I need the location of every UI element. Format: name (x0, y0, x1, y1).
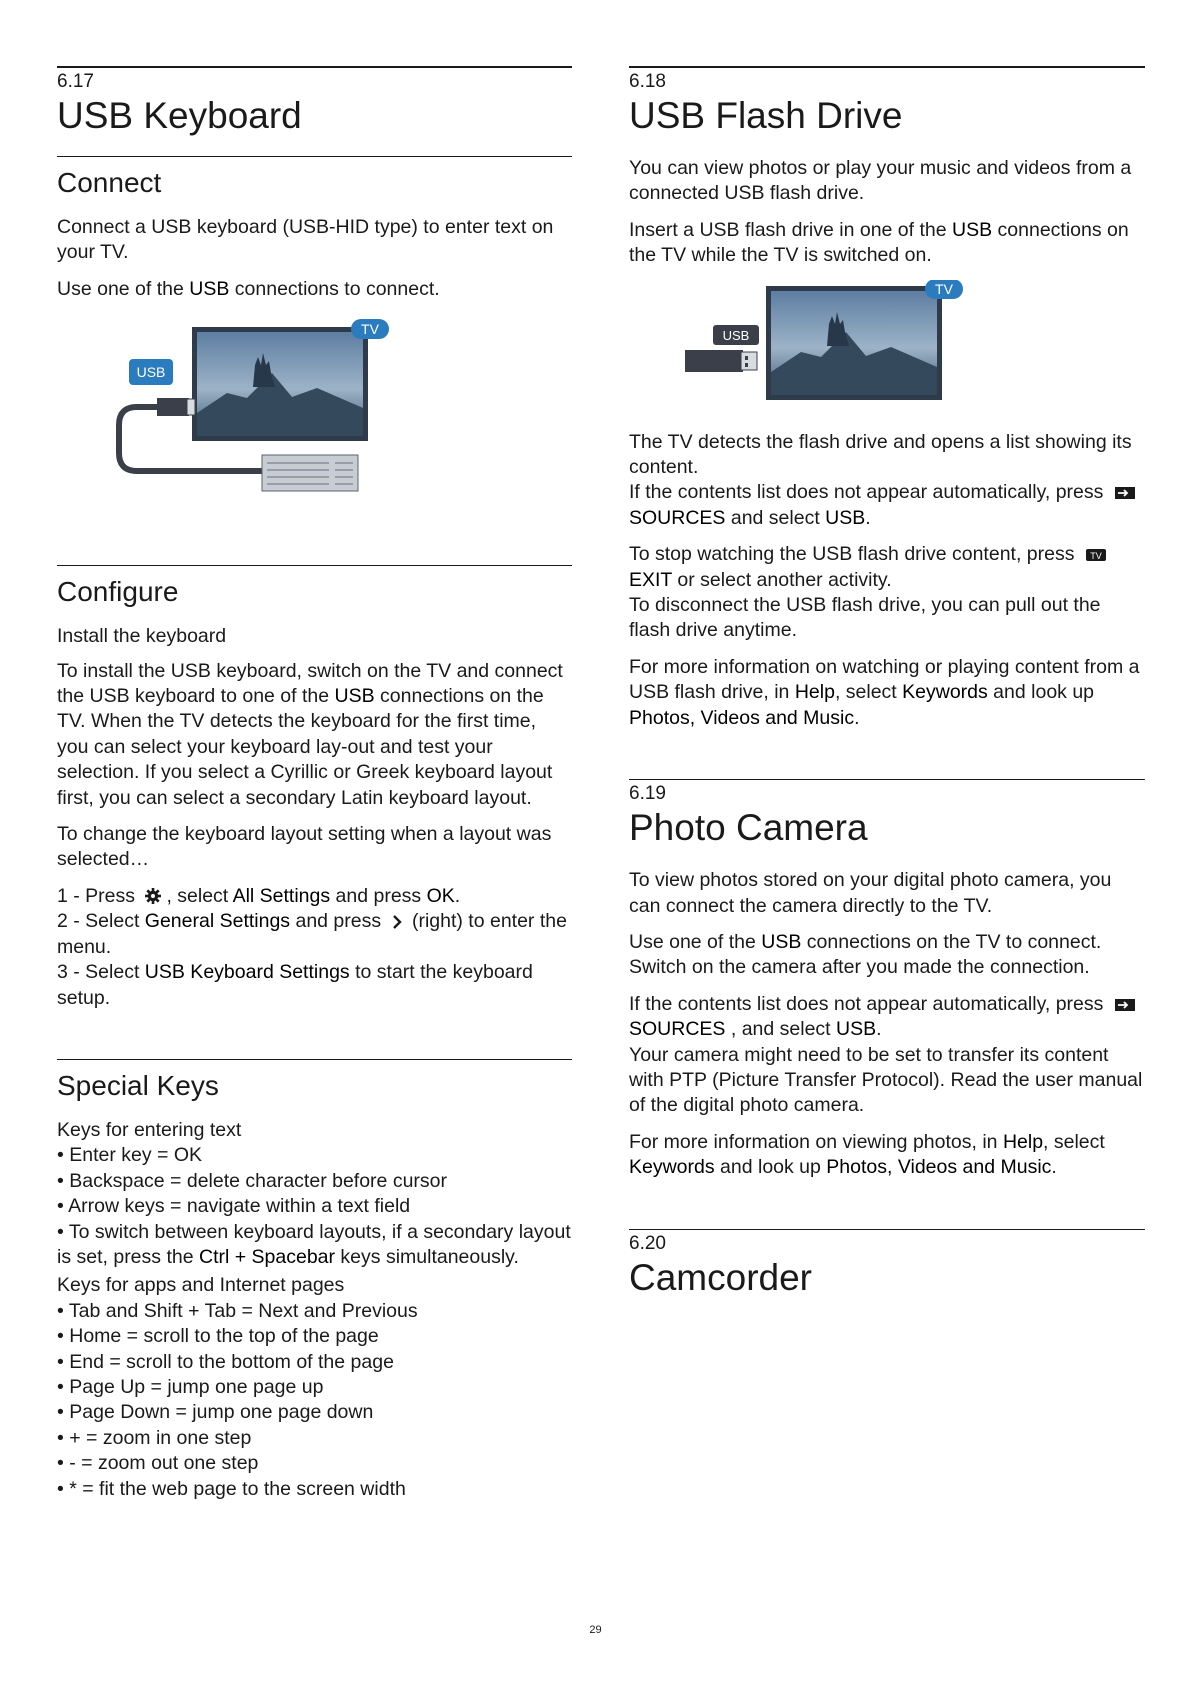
list-item: • Home = scroll to the top of the page (57, 1325, 379, 1348)
usb-keyboard-illustration (57, 313, 572, 553)
right-column (629, 66, 1145, 1300)
sources-icon (1113, 485, 1137, 501)
flash-paragraph-1: You can view photos or play your music and videos from a connected USB flash drive. (629, 157, 1132, 205)
keyword: Photos, Videos and Music (629, 706, 855, 729)
connector-pin (745, 356, 748, 360)
keyword: Photos, Videos and Music (826, 1156, 1052, 1179)
keyword: SOURCES (629, 1018, 726, 1041)
configure-paragraph-2: To change the keyboard layout setting when a layout was selected… (57, 823, 552, 871)
text: to start the keyboard setup. (57, 961, 533, 1009)
text: If the contents list does not appear automatically, press (629, 481, 1109, 504)
configure-steps (57, 884, 572, 1011)
keyboard-connection-diagram (57, 313, 572, 553)
text: , select (166, 884, 233, 907)
keyword: OK (426, 884, 455, 907)
text: and select (725, 506, 826, 529)
keyword: Help (794, 681, 835, 704)
chapter-rule (629, 779, 1145, 780)
usb-flash-illustration (629, 280, 1145, 430)
configure-paragraph-1 (57, 659, 572, 811)
text: For more information on viewing photos, in (629, 1130, 1003, 1153)
text: . (1051, 1156, 1057, 1179)
text: Use one of the (57, 277, 190, 300)
list-item: • Enter key = OK (57, 1144, 203, 1167)
text: • To switch between keyboard layouts, if a secondary layout is set, press the (57, 1220, 571, 1268)
keyword: USB Keyboard Settings (144, 961, 350, 984)
text: To disconnect the USB flash drive, you can pull out the flash drive anytime. (629, 594, 1101, 642)
connect-paragraph-1: Connect a USB keyboard (USB-HID type) to enter text on your TV. (57, 216, 554, 264)
list-item: • - = zoom out one step (57, 1452, 259, 1475)
list-item: • Page Up = jump one page up (57, 1375, 324, 1398)
list-item: • Tab and Shift + Tab = Next and Previous (57, 1299, 418, 1322)
usb-plug-tip (187, 399, 195, 415)
keyword: All Settings (232, 884, 331, 907)
subsection-title: Install the keyboard (57, 625, 227, 648)
keyword: EXIT (629, 568, 672, 591)
text: Your camera might need to be set to transfer its content with PTP (Picture Transfer Protocol). Read the user manual of the digital photo camera. (629, 1043, 1143, 1117)
chapter-number: 6.20 (629, 1232, 666, 1254)
list-item: • Backspace = delete character before cursor (57, 1169, 447, 1192)
keyword: USB (825, 506, 866, 529)
page-number: 29 (589, 1624, 602, 1636)
keyword: USB (952, 218, 993, 241)
text: . (854, 706, 860, 729)
flash-drive-body (685, 350, 743, 372)
text: , and select (725, 1018, 837, 1041)
section-rule (57, 1059, 572, 1060)
text: connections to connect. (229, 277, 440, 300)
chapter-title: USB Keyboard (57, 95, 302, 136)
text: . (454, 884, 461, 907)
camera-paragraph-3 (629, 992, 1145, 1119)
section-rule (57, 565, 572, 566)
flash-drive-connector (741, 352, 757, 370)
text: 1 - Press (57, 884, 141, 907)
text: and look up (987, 681, 1095, 704)
gear-icon (144, 887, 162, 905)
text: and look up (714, 1156, 827, 1179)
chapter-title: Photo Camera (629, 807, 868, 849)
keyword: Keywords (902, 681, 988, 704)
text: connections on the TV while the TV is switched on. (629, 218, 1129, 267)
section-title-configure: Configure (57, 576, 179, 608)
text: connections on the TV. When the TV detects the keyboard for the first time, you can select your keyboard lay-out and test your selection. If you select a Cyrillic or Greek keyboard layout first, you can select a secondary Latin keyboard layout. (57, 685, 553, 809)
chapter-rule (629, 66, 1145, 68)
list-item (57, 1220, 572, 1271)
usb-plug (157, 398, 189, 416)
tv-badge-label: TV (361, 321, 379, 338)
connect-paragraph-2 (57, 277, 572, 302)
svg-text:TV: TV (1090, 551, 1102, 562)
chapter-rule (57, 66, 572, 68)
flash-paragraph-3 (629, 430, 1145, 532)
text: 3 - Select (57, 961, 145, 984)
keyword: USB (334, 685, 375, 708)
text: Use one of the (629, 930, 762, 953)
chapter-number: 6.18 (629, 71, 666, 92)
subsection-title: Keys for apps and Internet pages (57, 1274, 345, 1297)
chapter-title: Camcorder (629, 1256, 812, 1298)
sources-icon (1113, 997, 1137, 1013)
text: Insert a USB flash drive in one of the (629, 218, 953, 241)
entering-text-list (57, 1143, 572, 1270)
chapter-title: USB Flash Drive (629, 95, 903, 136)
text: . (865, 506, 871, 529)
usb-badge-label: USB (136, 364, 166, 381)
keyword: General Settings (144, 910, 291, 933)
text: To install the USB keyboard, switch on the TV and connect the USB keyboard to one of the (57, 659, 563, 708)
camera-paragraph-1: To view photos stored on your digital photo camera, you can connect the camera directly to the TV. (629, 869, 1112, 917)
connector-pin (745, 363, 748, 367)
keyword: USB (761, 930, 802, 953)
flash-paragraph-2 (629, 218, 1145, 269)
text: If the contents list does not appear automatically, press (629, 992, 1109, 1015)
usb-badge-label: USB (722, 327, 750, 343)
text: 2 - Select (57, 910, 145, 933)
flash-paragraph-5 (629, 655, 1145, 731)
text: (right) to enter the menu. (57, 910, 567, 958)
keyword: Ctrl + Spacebar (198, 1245, 336, 1268)
keyword: USB (189, 277, 230, 300)
text: or select another activity. (672, 568, 892, 591)
camera-paragraph-4 (629, 1130, 1145, 1181)
tv-badge-label: TV (935, 280, 953, 297)
list-item: • End = scroll to the bottom of the page (57, 1350, 394, 1373)
text: connections on the TV to connect. Switch on the camera after you made the connection. (629, 930, 1102, 979)
list-item: • + = zoom in one step (57, 1426, 252, 1449)
subsection-title: Keys for entering text (57, 1118, 242, 1141)
keyboard (262, 455, 358, 491)
camera-paragraph-2 (629, 930, 1145, 981)
text: To stop watching the USB flash drive content, press (629, 543, 1080, 566)
text: . (876, 1018, 882, 1041)
chapter-rule (629, 1229, 1145, 1230)
chapter-number: 6.19 (629, 783, 666, 805)
flash-drive-diagram (629, 280, 1145, 430)
section-title-special-keys: Special Keys (57, 1069, 219, 1101)
keyword: USB (836, 1018, 877, 1041)
text: keys simultaneously. (335, 1245, 519, 1268)
section-title-connect: Connect (57, 167, 162, 198)
keyword: Help (1002, 1130, 1044, 1153)
text: , select (1043, 1130, 1105, 1153)
text: The TV detects the flash drive and opens a list showing its content. (629, 430, 1132, 479)
keyword: Keywords (629, 1156, 715, 1179)
text: and press (330, 884, 427, 907)
list-item: • * = fit the web page to the screen width (57, 1477, 406, 1500)
text: , select (834, 681, 903, 704)
text: For more information on watching or playing content from a USB flash drive, in (629, 655, 1140, 704)
text: and press (290, 910, 387, 933)
chevron-right-icon (391, 914, 403, 930)
left-column (57, 66, 572, 1502)
tv-exit-icon (1084, 547, 1108, 563)
section-rule (57, 156, 572, 157)
keyword: SOURCES (629, 506, 726, 529)
list-item: • Arrow keys = navigate within a text field (57, 1195, 411, 1218)
list-item: • Page Down = jump one page down (57, 1401, 374, 1424)
flash-paragraph-4 (629, 542, 1145, 644)
internet-keys-list (57, 1299, 572, 1502)
chapter-number: 6.17 (57, 71, 94, 92)
